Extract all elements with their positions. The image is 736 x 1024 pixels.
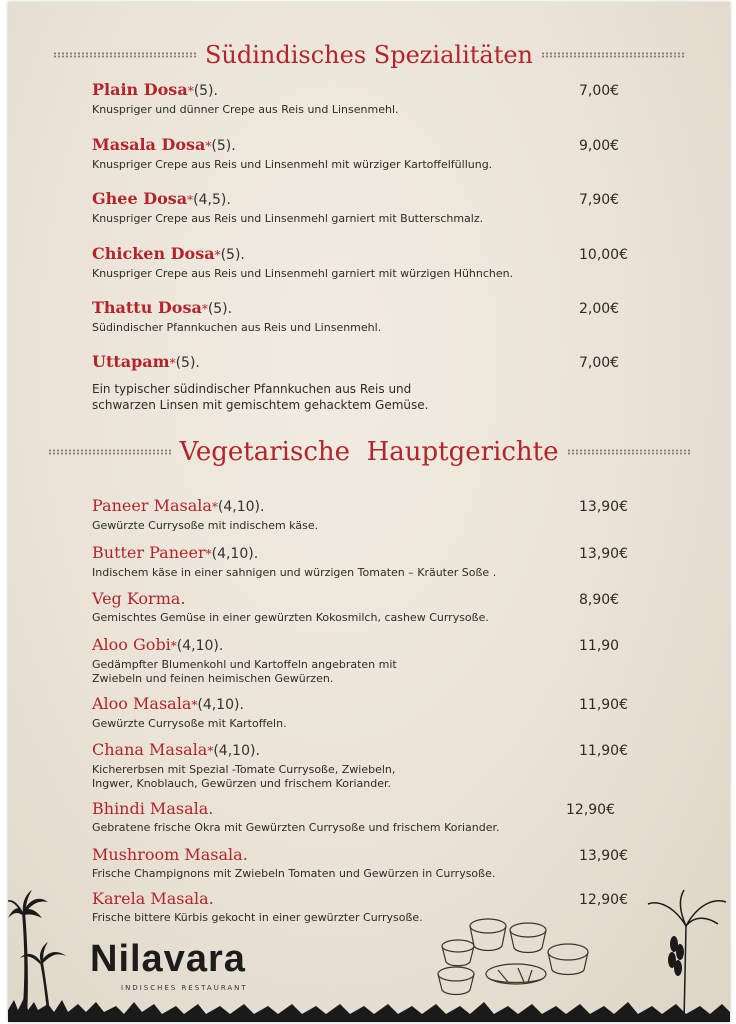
item-name: Chana Masala*(4,10).: [92, 740, 260, 759]
menu-item: [92, 694, 652, 731]
item-name: Chicken Dosa*(5).: [92, 244, 245, 263]
item-price: 7,90€: [579, 192, 620, 208]
item-price: 8,90€: [579, 592, 620, 608]
menu-item: [92, 298, 652, 335]
item-description: Knuspriger und dünner Crepe aus Reis und Linsenmehl.: [92, 103, 399, 116]
item-name: Bhindi Masala.: [92, 799, 214, 818]
item-price: 12,90€: [566, 802, 615, 818]
menu-item: [92, 635, 652, 686]
menu-item: [92, 543, 652, 580]
item-price: 13,90€: [579, 499, 628, 515]
menu-item: [92, 845, 652, 881]
item-price: 11,90€: [579, 743, 628, 759]
item-description: Südindischer Pfannkuchen aus Reis und Linsenmehl.: [92, 321, 382, 334]
item-price: 9,00€: [579, 138, 620, 154]
item-description: Frische bittere Kürbis gekocht in einer gewürzter Currysoße.: [92, 911, 423, 924]
item-description: Gedämpfter Blumenkohl und Kartoffeln angebraten mit: [92, 658, 397, 671]
item-description: Knuspriger Crepe aus Reis und Linsenmehl garniert mit Butterschmalz.: [92, 212, 484, 225]
divider-dots: [567, 449, 691, 455]
item-name: Aloo Gobi*(4,10).: [92, 635, 224, 654]
item-name: Veg Korma.: [92, 589, 186, 608]
brand-tagline: INDISCHES RESTAURANT: [121, 984, 248, 992]
item-price: 13,90€: [579, 848, 628, 864]
item-price: 7,00€: [579, 355, 620, 371]
section-heading-vegetarian: [8, 434, 730, 470]
brand-logo: Nilavara: [90, 938, 246, 980]
section-title: Vegetarische Hauptgerichte: [179, 437, 559, 467]
menu-item: [92, 189, 652, 226]
item-description: Kichererbsen mit Spezial -Tomate Currysoße, Zwiebeln,: [92, 763, 396, 776]
menu-item: [92, 740, 652, 791]
item-description: Zwiebeln und feinen heimischen Gewürzen.: [92, 672, 334, 685]
item-name: Mushroom Masala.: [92, 845, 248, 864]
item-name: Plain Dosa*(5).: [92, 80, 218, 99]
item-description: schwarzen Linsen mit gemischtem gehacktem Gemüse.: [92, 398, 429, 412]
item-name: Uttapam*(5).: [92, 352, 200, 371]
menu-page: [8, 2, 730, 1022]
item-description: Gemischtes Gemüse in einer gewürzten Kokosmilch, cashew Currysoße.: [92, 611, 489, 624]
menu-item: [92, 244, 652, 281]
menu-item: [92, 589, 652, 625]
item-price: 11,90: [579, 638, 620, 654]
item-price: 11,90€: [579, 697, 628, 713]
item-name: Butter Paneer*(4,10).: [92, 543, 259, 562]
item-description: Ein typischer südindischer Pfannkuchen aus Reis und: [92, 382, 412, 396]
item-price: 7,00€: [579, 83, 620, 99]
item-description: Indischem käse in einer sahnigen und würzigen Tomaten – Kräuter Soße .: [92, 566, 497, 579]
menu-item: [92, 799, 652, 835]
section-title: Südindisches Spezialitäten: [204, 41, 534, 69]
grass-border: [8, 996, 730, 1022]
item-price: 12,90€: [579, 892, 628, 908]
menu-item: [92, 135, 652, 172]
item-name: Masala Dosa*(5).: [92, 135, 236, 154]
menu-item: [92, 80, 652, 117]
section-heading-south-indian: [8, 38, 730, 72]
item-price: 10,00€: [579, 247, 628, 263]
item-name: Paneer Masala*(4,10).: [92, 496, 265, 515]
item-name: Karela Masala.: [92, 889, 214, 908]
menu-item: [92, 352, 652, 413]
item-description: Ingwer, Knoblauch, Gewürzen und frischem Koriander.: [92, 777, 391, 790]
item-price: 2,00€: [579, 301, 620, 317]
item-name: Aloo Masala*(4,10).: [92, 694, 244, 713]
divider-dots: [48, 449, 172, 455]
item-description: Gewürzte Currysoße mit Kartoffeln.: [92, 717, 287, 730]
divider-dots: [541, 52, 685, 58]
item-description: Knuspriger Crepe aus Reis und Linsenmehl garniert mit würzigen Hühnchen.: [92, 267, 514, 280]
item-description: Gewürzte Currysoße mit indischem käse.: [92, 519, 319, 532]
item-name: Ghee Dosa*(4,5).: [92, 189, 231, 208]
menu-item: [92, 496, 652, 533]
item-description: Gebratene frische Okra mit Gewürzten Currysoße und frischem Koriander.: [92, 821, 500, 834]
item-description: Frische Champignons mit Zwiebeln Tomaten und Gewürzen in Currysoße.: [92, 867, 496, 880]
item-description: Knuspriger Crepe aus Reis und Linsenmehl mit würziger Kartoffelfüllung.: [92, 158, 493, 171]
item-price: 13,90€: [579, 546, 628, 562]
divider-dots: [53, 52, 197, 58]
item-name: Thattu Dosa*(5).: [92, 298, 233, 317]
